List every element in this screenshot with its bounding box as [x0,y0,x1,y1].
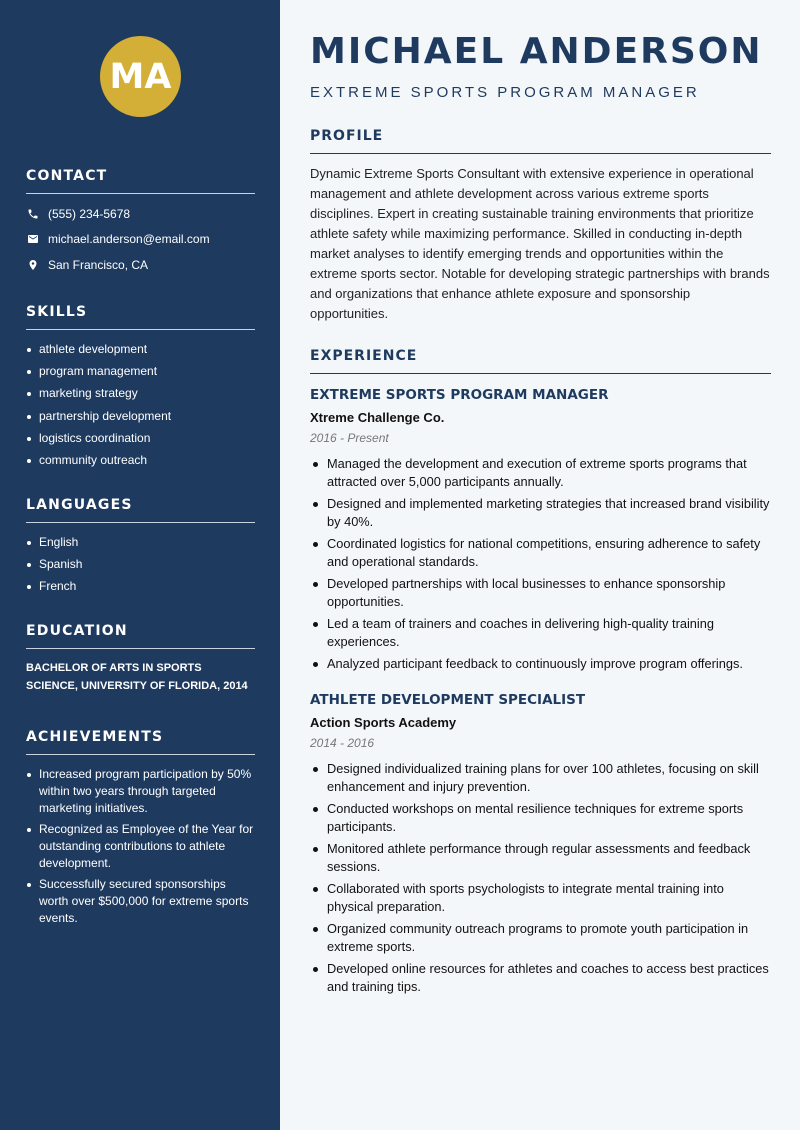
job-bullet: Designed and implemented marketing strategies that increased brand visibility by 40%. [310,495,771,531]
avatar: MA [100,36,181,117]
languages-heading: LANGUAGES [26,497,255,523]
skill-item: logistics coordination [26,430,255,447]
phone-text: (555) 234-5678 [48,206,131,221]
achievement-item: Recognized as Employee of the Year for outstanding contributions to athlete development. [26,821,255,872]
contact-email [26,231,255,248]
languages-section [26,497,255,601]
email-icon [26,232,40,246]
job-bullet: Collaborated with sports psychologists to integrate mental training into physical preparation. [310,880,771,916]
language-item: English [26,534,255,551]
language-item: French [26,578,255,595]
language-item: Spanish [26,556,255,573]
education-heading: EDUCATION [26,623,255,649]
job-bullet: Led a team of trainers and coaches in delivering high-quality training experiences. [310,615,771,651]
skills-list [26,341,255,469]
candidate-name: MICHAEL ANDERSON [310,31,763,72]
job-dates: 2016 - Present [310,431,389,445]
achievements-heading: ACHIEVEMENTS [26,729,255,755]
skill-item: program management [26,363,255,380]
sidebar [0,0,280,1130]
job-role: ATHLETE DEVELOPMENT SPECIALIST [310,692,586,708]
skill-item: community outreach [26,452,255,469]
achievement-item: Increased program participation by 50% within two years through targeted marketing initiatives. [26,766,255,817]
achievement-item: Successfully secured sponsorships worth over $500,000 for extreme sports events. [26,876,255,927]
achievements-list [26,766,255,927]
contact-section [26,168,255,273]
achievements-section [26,729,255,931]
location-text: San Francisco, CA [48,257,149,272]
education-degree: BACHELOR OF ARTS IN SPORTS SCIENCE, UNIVERSITY OF FLORIDA, 2014 [26,662,248,692]
experience-heading: EXPERIENCE [310,348,771,374]
skill-item: athlete development [26,341,255,358]
profile-heading: PROFILE [310,128,771,154]
job-bullet: Monitored athlete performance through regular assessments and feedback sessions. [310,840,771,876]
education-section [26,623,255,695]
skill-item: marketing strategy [26,385,255,402]
job-role: EXTREME SPORTS PROGRAM MANAGER [310,387,609,403]
profile-section [310,128,771,324]
job-entry [310,387,771,677]
job-company: Xtreme Challenge Co. [310,410,445,425]
job-bullets [310,760,771,996]
job-bullet: Developed partnerships with local businesses to enhance sponsorship opportunities. [310,575,771,611]
phone-icon [26,207,40,221]
languages-list [26,534,255,595]
job-bullet: Organized community outreach programs to promote youth participation in extreme sports. [310,920,771,956]
job-bullet: Managed the development and execution of extreme sports programs that attracted over 5,000 participants annually. [310,455,771,491]
job-company: Action Sports Academy [310,715,457,730]
candidate-title: EXTREME SPORTS PROGRAM MANAGER [310,84,700,101]
job-bullet: Designed individualized training plans for over 100 athletes, focusing on skill enhancement and injury prevention. [310,760,771,796]
job-bullet: Coordinated logistics for national competitions, ensuring adherence to safety and operational standards. [310,535,771,571]
skills-section [26,304,255,474]
location-pin-icon [26,258,40,272]
job-bullets [310,455,771,673]
contact-phone [26,205,255,222]
job-bullet: Developed online resources for athletes and coaches to access best practices and training tips. [310,960,771,996]
contact-heading: CONTACT [26,168,255,194]
skills-heading: SKILLS [26,304,255,330]
job-entry [310,692,771,1000]
profile-summary: Dynamic Extreme Sports Consultant with extensive experience in operational management and athlete development across various extreme sports disciplines. Expert in creating sustainable training environments that prioritize athlete safety while maximizing performance. Skilled in conducting in-depth market analyses to identify emerging trends and opportunities within the extreme sports sector. Notable for developing strategic partnerships with brands and organizations that enhance athlete exposure and sponsorship opportunities. [310,166,770,321]
experience-section [310,348,771,374]
skill-item: partnership development [26,408,255,425]
contact-location [26,256,255,273]
job-dates: 2014 - 2016 [310,736,375,750]
email-text: michael.anderson@email.com [48,232,210,247]
job-bullet: Analyzed participant feedback to continuously improve program offerings. [310,655,771,673]
job-bullet: Conducted workshops on mental resilience techniques for extreme sports participants. [310,800,771,836]
